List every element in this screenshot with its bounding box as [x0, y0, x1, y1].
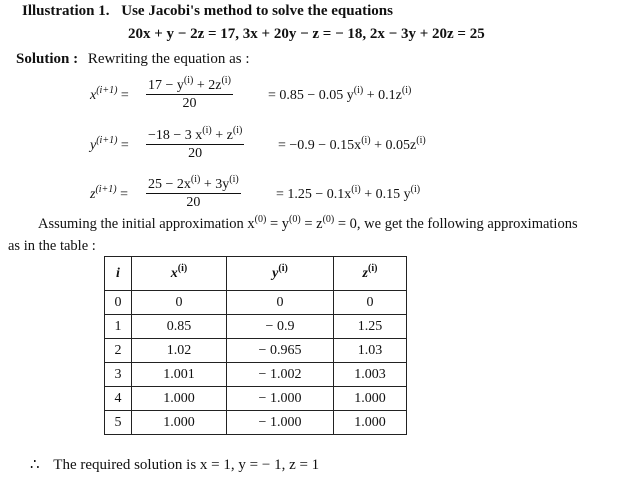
cell-x: 1.000 — [132, 387, 227, 411]
cell-x: 0.85 — [132, 315, 227, 339]
cell-y: − 1.002 — [227, 363, 334, 387]
assumption-line-1: Assuming the initial approximation $x^{(0)} = y^{(0)} = z^{(0)} = 0$, we get the following approximations — [38, 214, 578, 232]
assumption-line-2: as in the table : — [8, 238, 96, 254]
cell-z: 1.003 — [334, 363, 407, 387]
therefore-symbol: ∴ — [30, 457, 40, 473]
table-row — [105, 339, 407, 363]
table-header-row — [105, 257, 407, 291]
cell-y: − 1.000 — [227, 387, 334, 411]
cell-z: 1.000 — [334, 411, 407, 435]
system-equations: 20x + y − 2z = 17, 3x + 20y − z = − 18, 2x − 3y + 20z = 25 — [128, 26, 485, 42]
header-z: $z^{(i)}$ — [334, 257, 407, 291]
cell-i: 3 — [105, 363, 132, 387]
equation-x-fraction: $\frac{17 - y^{(i)} + 2z^{(i)}}{20}$ — [148, 75, 231, 111]
equation-z-rhs: = $1.25 - 0.1x^{(i)} + 0.15$ $y^{(i)}$ — [276, 184, 421, 202]
cell-y: − 0.9 — [227, 315, 334, 339]
cell-z: 1.03 — [334, 339, 407, 363]
cell-i: 2 — [105, 339, 132, 363]
equation-z-lhs: $z^{(i+1)}$ = — [90, 184, 129, 202]
table-row — [105, 363, 407, 387]
conclusion — [30, 455, 319, 474]
table-row — [105, 315, 407, 339]
equation-x-rhs: = 0.85 − 0.05 $y^{(i)} + 0.1z^{(i)}$ — [268, 85, 412, 103]
approximation-table — [104, 256, 407, 435]
header-i: i — [105, 257, 132, 291]
cell-i: 5 — [105, 411, 132, 435]
equation-y-lhs: $y^{(i+1)}$ = — [90, 135, 129, 153]
illustration-label: Illustration 1. — [22, 3, 110, 19]
table-row — [105, 411, 407, 435]
table-row — [105, 387, 407, 411]
equation-y-fraction: $\frac{-18 - 3 x^{(i)} + z^{(i)}}{20}$ — [148, 125, 243, 161]
equation-y-rhs: = $-0.9 - 0.15x^{(i)} + 0.05z^{(i)}$ — [278, 135, 426, 153]
cell-x: 0 — [132, 291, 227, 315]
cell-z: 1.25 — [334, 315, 407, 339]
problem-statement: Use Jacobi's method to solve the equations — [121, 3, 393, 19]
cell-y: − 1.000 — [227, 411, 334, 435]
solution-intro — [16, 51, 250, 68]
problem-heading — [22, 3, 393, 20]
header-x: $x^{(i)}$ — [132, 257, 227, 291]
equation-z-fraction: $\frac{25 - 2x^{(i)} + 3y^{(i)}}{20}$ — [148, 174, 239, 210]
table-row — [105, 291, 407, 315]
solution-text: Rewriting the equation as : — [87, 51, 250, 67]
cell-i: 1 — [105, 315, 132, 339]
solution-label: Solution : — [16, 51, 79, 67]
cell-y: − 0.965 — [227, 339, 334, 363]
cell-i: 0 — [105, 291, 132, 315]
cell-z: 1.000 — [334, 387, 407, 411]
cell-z: 0 — [334, 291, 407, 315]
cell-x: 1.001 — [132, 363, 227, 387]
equation-x-lhs: $x^{(i+1)}$ = — [90, 85, 129, 103]
cell-y: 0 — [227, 291, 334, 315]
header-y: $y^{(i)}$ — [227, 257, 334, 291]
conclusion-text: The required solution is x = 1, y = − 1, z = 1 — [53, 457, 320, 473]
cell-x: 1.02 — [132, 339, 227, 363]
cell-i: 4 — [105, 387, 132, 411]
cell-x: 1.000 — [132, 411, 227, 435]
